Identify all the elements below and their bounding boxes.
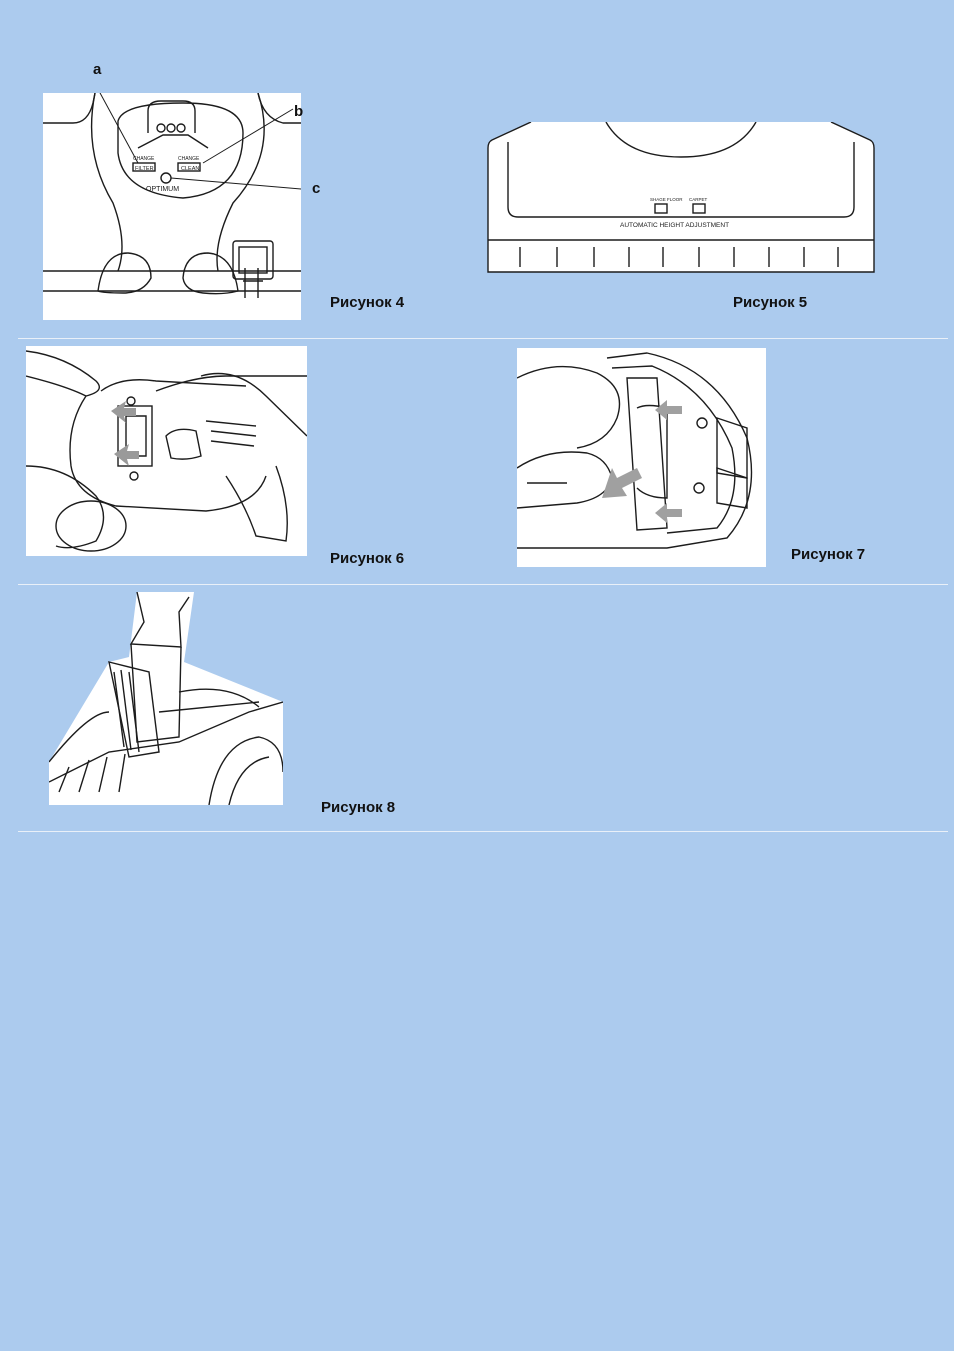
figure-5-caption: Рисунок 5 [733, 294, 808, 311]
callout-b: b [294, 103, 304, 120]
figure-7-illustration [517, 348, 766, 567]
figure-8-illustration [49, 592, 283, 805]
section-divider [18, 831, 948, 832]
figure-6-caption: Рисунок 6 [330, 550, 405, 567]
section-divider [18, 584, 948, 585]
figure-4-caption: Рисунок 4 [330, 294, 405, 311]
figure-5-illustration [486, 122, 876, 274]
callout-a: a [93, 61, 102, 78]
height-adjustment-label: AUTOMATIC HEIGHT ADJUSTMENT [620, 222, 730, 229]
carpet-button-label: CARPET [689, 197, 708, 202]
bag-indicator-label: CLEAN [181, 166, 200, 172]
floor-button-label: SHAGE FLOOR [650, 197, 683, 202]
figure-4-illustration [43, 93, 304, 320]
filter-indicator-label: FILTER [135, 166, 154, 172]
brand-label: OPTIMUM [146, 186, 180, 193]
bag-indicator-small-label: CHANGE [178, 156, 200, 162]
section-divider [18, 338, 948, 339]
filter-indicator-small-label: CHANGE [133, 156, 155, 162]
callout-c: c [312, 180, 321, 197]
figure-7-caption: Рисунок 7 [791, 546, 866, 563]
figure-6-illustration [26, 346, 307, 556]
figure-8-caption: Рисунок 8 [321, 799, 396, 816]
